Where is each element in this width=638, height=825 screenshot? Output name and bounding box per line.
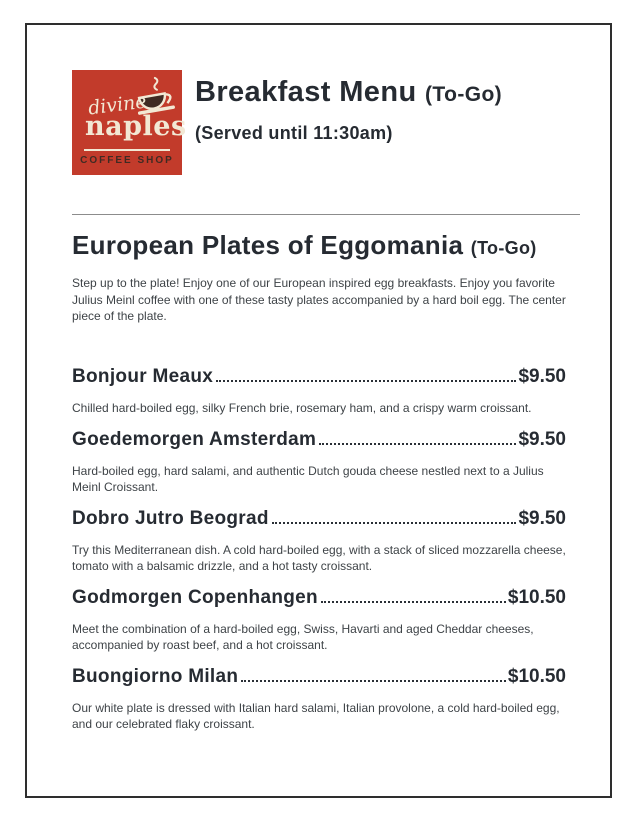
page-content bbox=[72, 0, 566, 746]
item-description: Hard-boiled egg, hard salami, and authentic Dutch gouda cheese nestled next to a Julius Meinl Croissant. bbox=[72, 463, 544, 494]
item-name: Goedemorgen Amsterdam bbox=[72, 428, 317, 450]
dot-leader bbox=[241, 680, 506, 682]
logo-script-text: divine bbox=[86, 90, 148, 120]
section-divider bbox=[72, 214, 580, 215]
dot-leader bbox=[321, 601, 506, 603]
header-text bbox=[195, 70, 502, 144]
logo-name-text: naples bbox=[85, 111, 187, 142]
item-line bbox=[72, 430, 566, 450]
item-name: Dobro Jutro Beograd bbox=[72, 507, 269, 529]
dot-leader bbox=[272, 522, 517, 524]
logo-divider bbox=[84, 149, 170, 151]
item-description: Chilled hard-boiled egg, silky French brie, rosemary ham, and a crispy warm croissant. bbox=[72, 400, 532, 415]
section-title-tag: (To-Go) bbox=[470, 238, 537, 258]
item-name: Buongiorno Milan bbox=[72, 665, 239, 687]
item-line bbox=[72, 509, 566, 529]
menu-item bbox=[72, 667, 566, 732]
menu-item bbox=[72, 430, 566, 495]
dot-leader bbox=[216, 380, 516, 382]
menu-header bbox=[72, 70, 566, 175]
section-intro: Step up to the plate! Enjoy one of our European inspired egg breakfasts. Enjoy you favorite Julius Meinl coffee with one of these tasty plates accompanied by a hard boil egg. The center piece of the plate. bbox=[72, 276, 566, 323]
item-price: $9.50 bbox=[518, 365, 566, 387]
item-name: Godmorgen Copenhangen bbox=[72, 586, 318, 608]
menu-item bbox=[72, 588, 566, 653]
item-description: Meet the combination of a hard-boiled egg, Swiss, Havarti and aged Cheddar cheeses, accompanied by roast beef, and a hot croissant. bbox=[72, 621, 534, 652]
served-until-note: (Served until 11:30am) bbox=[195, 123, 393, 143]
page-title bbox=[195, 78, 502, 107]
brand-logo bbox=[72, 70, 187, 175]
item-line bbox=[72, 367, 566, 387]
menu-item bbox=[72, 367, 566, 416]
item-price: $10.50 bbox=[507, 665, 566, 687]
page-title-main: Breakfast Menu bbox=[195, 76, 417, 108]
item-description: Our white plate is dressed with Italian hard salami, Italian provolone, a cold hard-boiled egg, and our celebrated flaky croissant. bbox=[72, 700, 560, 731]
item-price: $9.50 bbox=[518, 428, 566, 450]
menu-list bbox=[72, 367, 566, 732]
item-description: Try this Mediterranean dish. A cold hard-boiled egg, with a stack of sliced mozzarella cheese, tomato with a balsamic drizzle, and a hot tasty croissant. bbox=[72, 542, 566, 573]
logo-tagline: COFFEE SHOP bbox=[80, 155, 174, 166]
section-title bbox=[72, 232, 566, 258]
section-title-main: European Plates of Eggomania bbox=[72, 230, 464, 260]
dot-leader bbox=[319, 443, 516, 445]
item-price: $10.50 bbox=[507, 586, 566, 608]
menu-item bbox=[72, 509, 566, 574]
item-name: Bonjour Meaux bbox=[72, 365, 214, 387]
item-price: $9.50 bbox=[518, 507, 566, 529]
item-line bbox=[72, 588, 566, 608]
item-line bbox=[72, 667, 566, 687]
page-title-tag: (To-Go) bbox=[425, 83, 503, 106]
